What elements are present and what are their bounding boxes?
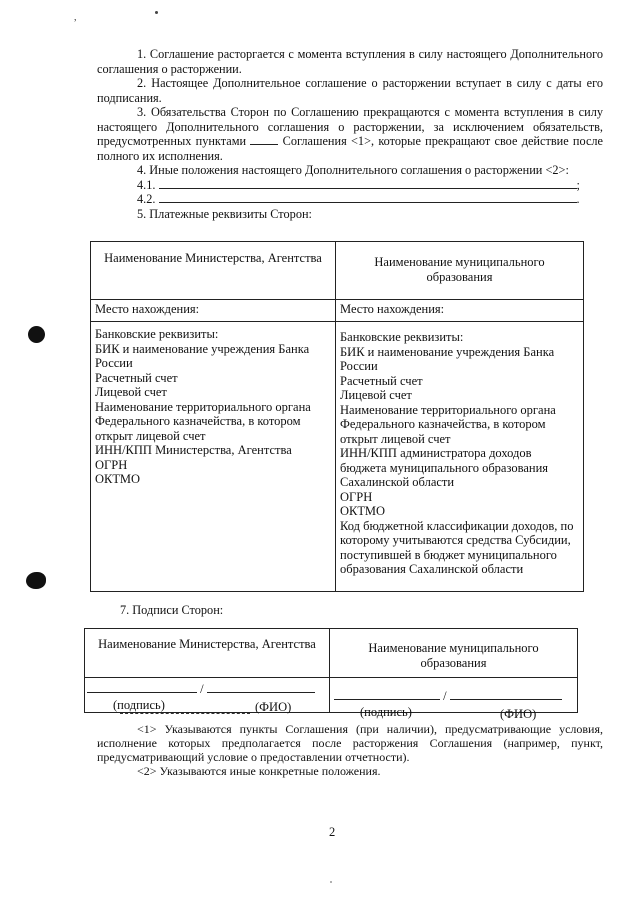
text-line: ОГРН [340, 489, 373, 504]
item-4-1-end: ; [576, 177, 580, 192]
punch-hole [26, 572, 46, 589]
sign-caption: (подпись) [113, 698, 165, 712]
requisites-bank-row [91, 322, 584, 592]
text-line: Лицевой счет [340, 388, 412, 402]
text-line: Лицевой счет [95, 385, 167, 399]
item-7: 7. Подписи Сторон: [120, 603, 224, 617]
name-line [450, 688, 562, 700]
text-line: Код бюджетной классификации доходов, по которому учитываются средства Субсидии, поступившей в бюджет муниципального образования Сахалинской области [340, 518, 574, 576]
page-number: 2 [329, 825, 336, 839]
name-caption: (ФИО) [255, 700, 292, 714]
signature-line [334, 688, 440, 700]
text-line: Банковские реквизиты: [95, 327, 219, 341]
scan-speck [330, 881, 332, 883]
sign-lines [334, 688, 584, 704]
scan-speck [155, 11, 158, 14]
footnotes [97, 722, 603, 778]
name-line [207, 681, 315, 693]
text-line: Расчетный счет [95, 370, 178, 385]
scan-mark: , [74, 12, 77, 23]
name-caption: (ФИО) [500, 707, 537, 721]
item-4-2-end: . [576, 192, 580, 206]
sign-caption: (подпись) [360, 705, 412, 719]
footnote-1: <1> Указываются пункты Соглашения (при наличии), предусматривающие условия, исполнение которых предполагается после расторжения Соглашения (например, пункт, предусматривающий условие о предоставлении отчетности). [97, 722, 603, 764]
item-3-text-b: Соглашения <1>, которые прекращают свое действие после полного их исполнения. [97, 134, 604, 163]
punch-hole [28, 326, 45, 343]
signatures-header-row [85, 629, 578, 678]
section-items [97, 47, 603, 221]
signatures-left-sign [85, 678, 330, 713]
text-line: Наименование территориального органа Федерального казначейства, в котором открыт лицевой счет [95, 399, 311, 443]
item-4-1 [97, 178, 603, 193]
requisites-left-location: Место нахождения: [91, 300, 336, 322]
item-4-1-label: 4.1. [137, 177, 156, 192]
signatures-table [84, 628, 578, 721]
requisites-right-location: Место нахождения: [336, 300, 584, 322]
footnote-separator [120, 713, 250, 714]
signatures-left-header: Наименование Министерства, Агентства [85, 629, 330, 678]
text-line: ОКТМО [95, 472, 140, 486]
blank-field [250, 134, 278, 145]
item-3-text-a: 3. Обязательства Сторон по Соглашению прекращаются с момента вступления в силу настоящего Дополнительного соглашения о расторжении, за исключением обязательств, предусмотренных пунктами [97, 105, 603, 148]
requisites-location-row [91, 300, 584, 322]
text-line: БИК и наименование учреждения Банка России [340, 344, 555, 373]
text-line: ОКТМО [340, 504, 385, 518]
item-2: 2. Настоящее Дополнительное соглашение о расторжении вступает в силу с даты его подписания. [97, 76, 603, 105]
blank-field [159, 192, 577, 203]
requisites-left-bank [91, 322, 336, 592]
signatures-right-header: Наименование муниципального образования [330, 629, 578, 678]
blank-field [159, 178, 577, 189]
requisites-header-row [91, 242, 584, 300]
item-4-2-label: 4.2. [137, 192, 156, 206]
footnote-2: <2> Указываются иные конкретные положения. [137, 764, 381, 778]
text-line: Расчетный счет [340, 373, 423, 388]
item-5: 5. Платежные реквизиты Сторон: [137, 206, 312, 221]
requisites-right-header: Наименование муниципального образования [336, 242, 584, 300]
requisites-table [90, 241, 584, 592]
text-line: БИК и наименование учреждения Банка России [95, 341, 310, 370]
signatures-right-sign [330, 678, 578, 721]
item-3 [97, 105, 603, 163]
text-line: ИНН/КПП администратора доходов бюджета муниципального образования Сахалинской области [340, 446, 549, 489]
sign-lines [87, 681, 323, 697]
signatures-sign-row [85, 678, 578, 713]
requisites-left-header: Наименование Министерства, Агентства [91, 242, 336, 300]
item-4-2 [97, 192, 603, 207]
text-line: ИНН/КПП Министерства, Агентства [95, 443, 292, 457]
slash-separator: / [443, 689, 447, 703]
text-line: Наименование территориального органа Федерального казначейства, в котором открыт лицевой счет [340, 402, 556, 446]
item-4: 4. Иные положения настоящего Дополнительного соглашения о расторжении <2>: [137, 163, 569, 177]
slash-separator: / [200, 682, 204, 696]
signature-line [87, 681, 197, 693]
text-line: ОГРН [95, 457, 128, 472]
text-line: Банковские реквизиты: [340, 330, 464, 344]
requisites-right-bank [336, 322, 584, 592]
item-1: 1. Соглашение расторгается с момента вступления в силу настоящего Дополнительного соглашения о расторжении. [97, 47, 603, 76]
